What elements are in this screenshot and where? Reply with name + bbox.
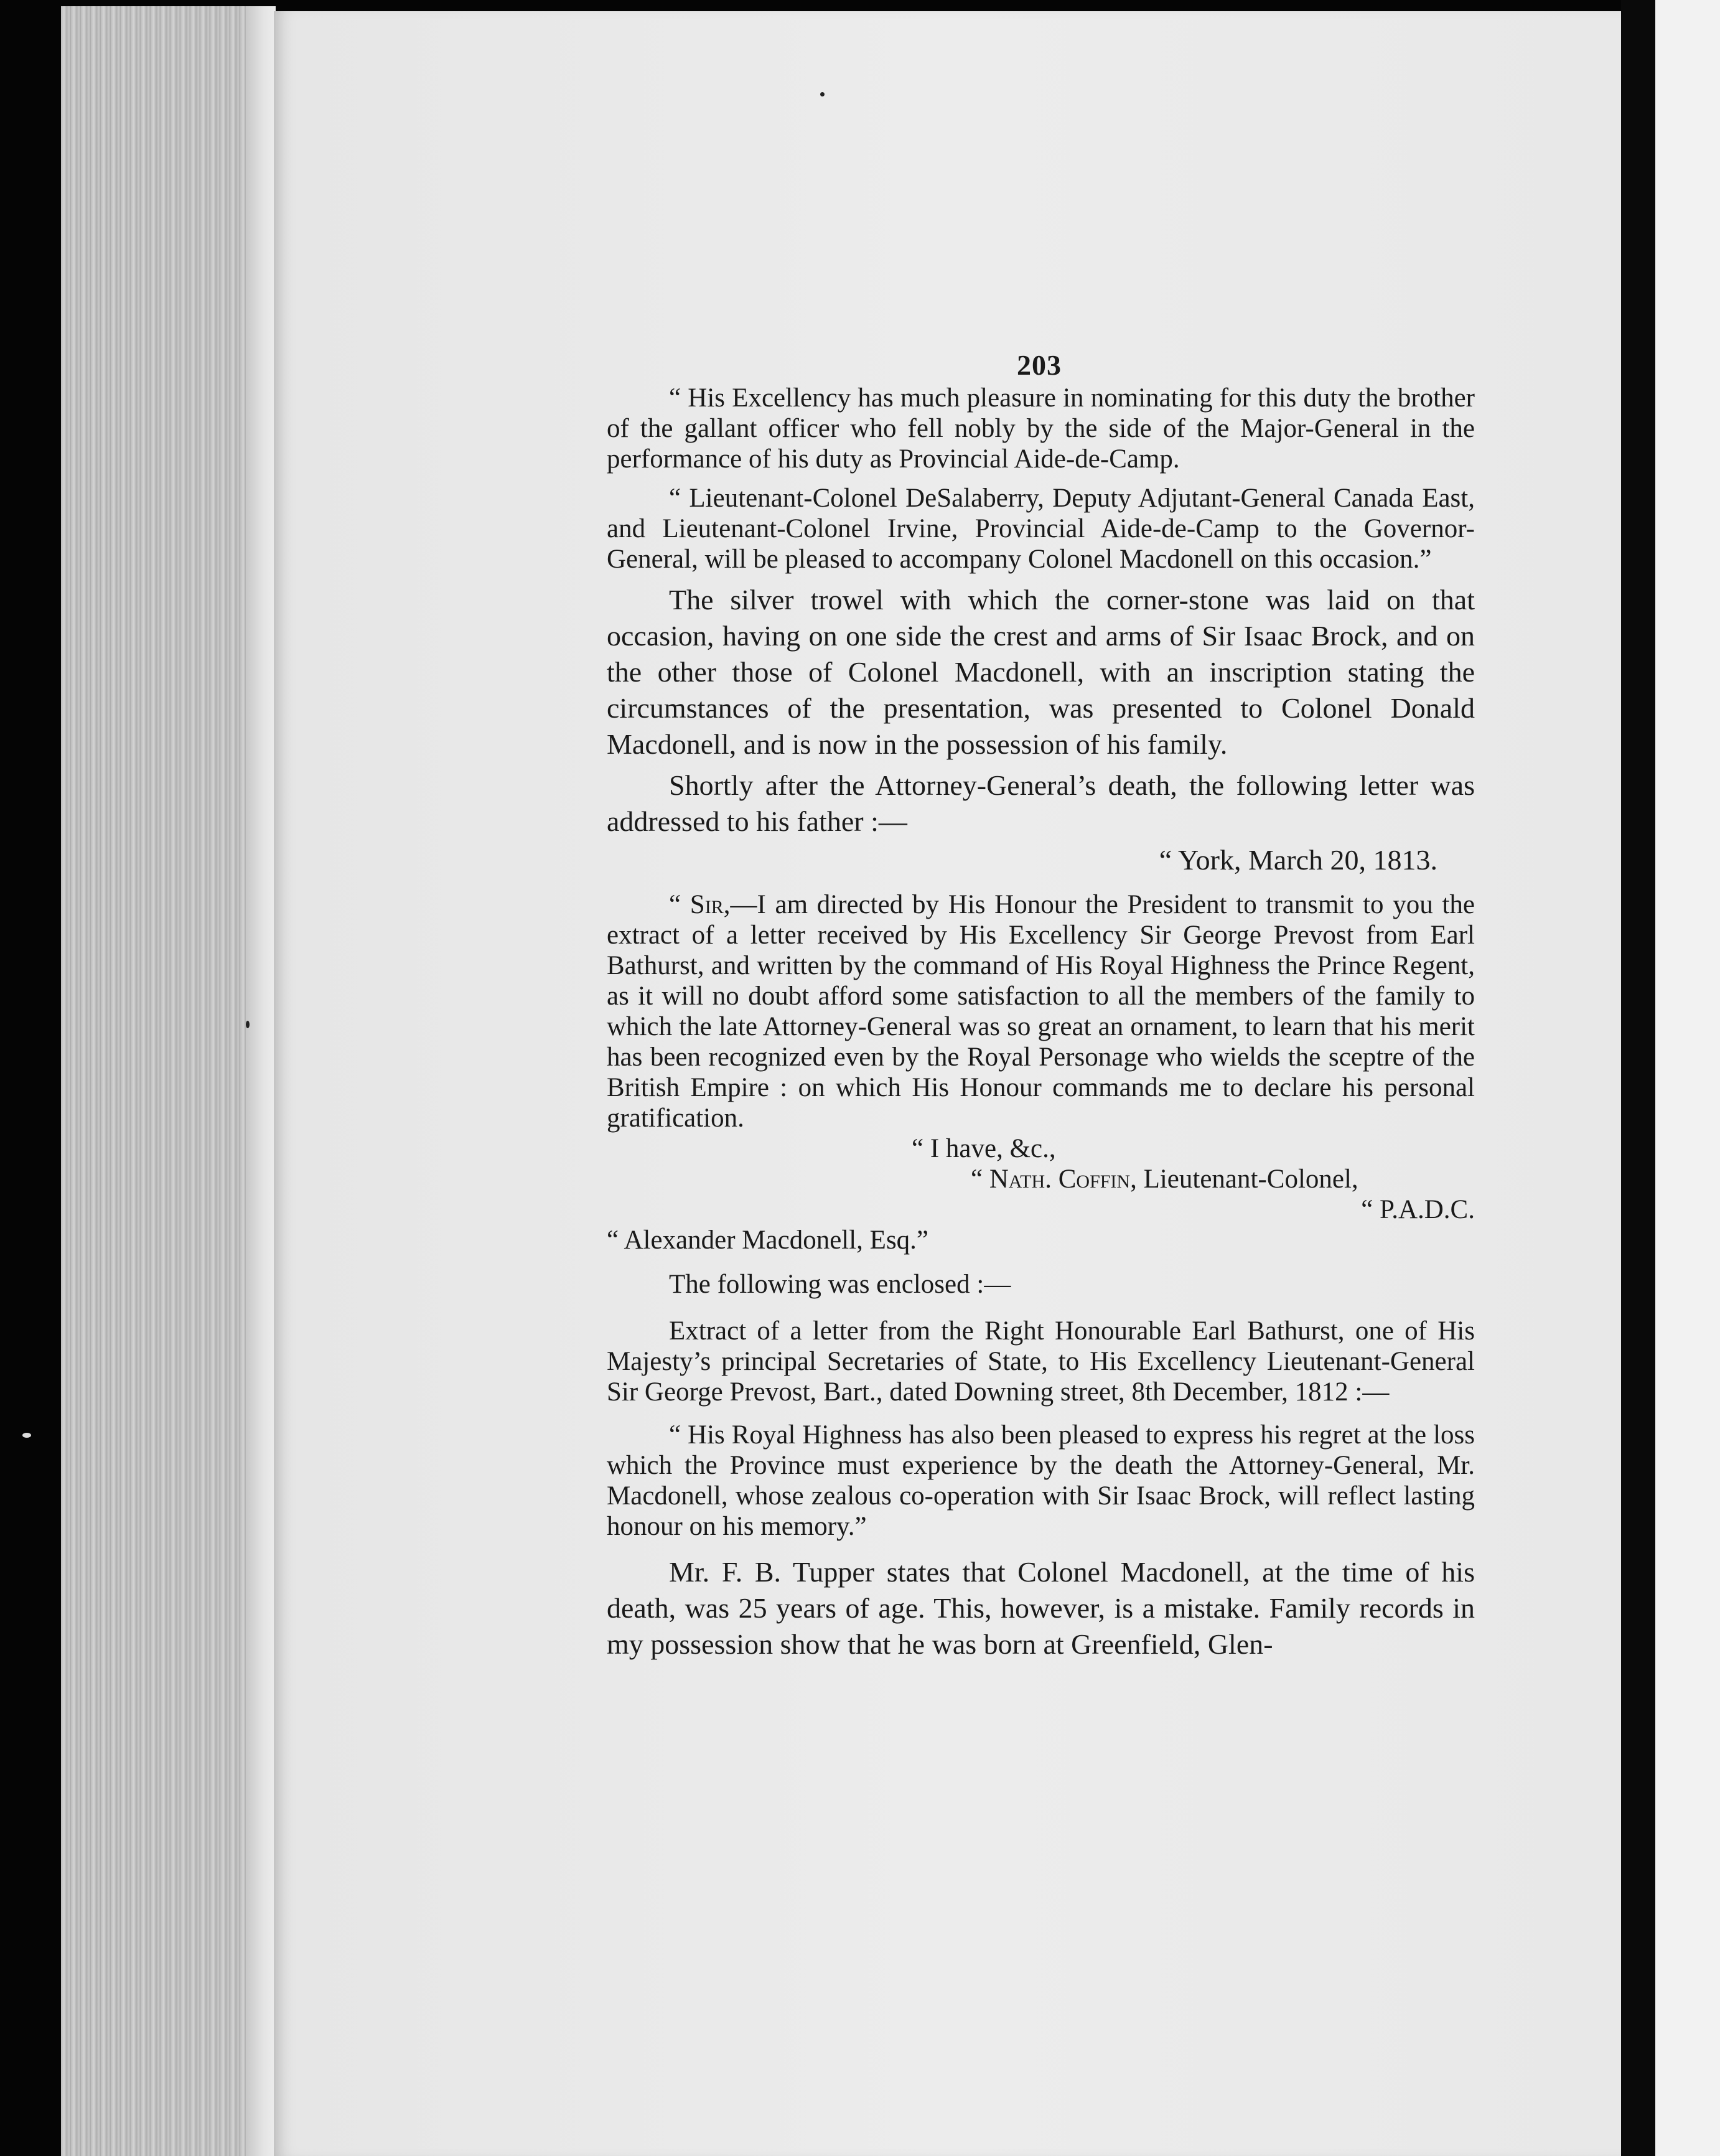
scan-border-right — [1621, 0, 1655, 2156]
scan-border-left — [0, 0, 61, 2156]
book-page-edges — [61, 6, 266, 2156]
letter-addressee: “ Alexander Macdonell, Esq.” — [607, 1226, 929, 1255]
body-paragraph: The silver trowel with which the corner-stone was laid on that occasion, having on one side the crest and arms of Sir Isaac Brock, and on the other those of Colonel Macdonell, with an inscription stating the circumstances of the presentation, was presented to Colonel Donald Macdonell, and is now in the possession of his family. — [607, 584, 1475, 760]
facing-page-edge — [1655, 0, 1720, 2156]
quote-paragraph: “ His Excellency has much pleasure in nominating for this duty the brother of the gallant officer who fell nobly by the side of the Major-General in the performance of his duty as Provincial Aide-de-Camp. — [607, 383, 1475, 474]
body-paragraph: Shortly after the Attorney-General’s death, the following letter was addressed to his father :— — [607, 769, 1475, 837]
letter-dateline: “ York, March 20, 1813. — [1159, 844, 1437, 876]
letter-salutation: “ Sir, — [669, 890, 731, 919]
signature-name: “ Nath. Coffin, — [971, 1165, 1137, 1194]
dust-speck — [820, 92, 825, 96]
extract-quote: “ His Royal Highness has also been pleased to express his regret at the loss which the Province must experience by the death the Attorney-General, Mr. Macdonell, whose zealous co-operation with Sir Isaac Brock, will reflect lasting honour on his memory.” — [607, 1420, 1475, 1541]
page-text — [607, 339, 1475, 1662]
extract-intro: Extract of a letter from the Right Honourable Earl Bathurst, one of His Majesty’s principal Secretaries of State, to His Excellency Lieutenant-General Sir George Prevost, Bart., dated Downing street, 8th December, 1812 :— — [607, 1316, 1475, 1407]
page-number: 203 — [1017, 349, 1062, 381]
letter-body — [607, 889, 1475, 1133]
letter-text: —I am directed by His Honour the President to transmit to you the extract of a letter received by His Excellency Sir George Prevost from Earl Bathurst, and written by the command of His Royal Highness the Prince Regent, as it will no doubt afford some satisfaction to all the members of the family to which the late Attorney-General was so great an ornament, to learn that his merit has been recognized even by the Royal Personage who wields the sceptre of the British Empire : on which His Honour commands me to declare his personal gratification. — [607, 890, 1475, 1133]
quote-paragraph: “ Lieutenant-Colonel DeSalaberry, Deputy Adjutant-General Canada East, and Lieutenant-Colonel Irvine, Provincial Aide-de-Camp to the Governor-General, will be pleased to accompany Colonel Macdonell on this occasion.” — [607, 484, 1475, 574]
dust-speck — [22, 1433, 31, 1438]
letter-signature-title: “ P.A.D.C. — [1361, 1195, 1475, 1224]
letter-signoff: “ I have, &c., — [912, 1134, 1056, 1163]
book-gutter — [246, 6, 276, 2156]
signature-rank: Lieutenant-Colonel, — [1136, 1165, 1358, 1194]
dust-speck — [246, 1021, 250, 1028]
letter-signature — [607, 1164, 1475, 1194]
body-paragraph: Mr. F. B. Tupper states that Colonel Macdonell, at the time of his death, was 25 years of age. This, however, is a mistake. Family records in my possession show that he was born at Greenfield, Glen- — [607, 1556, 1475, 1660]
enclosure-note: The following was enclosed :— — [669, 1270, 1011, 1299]
